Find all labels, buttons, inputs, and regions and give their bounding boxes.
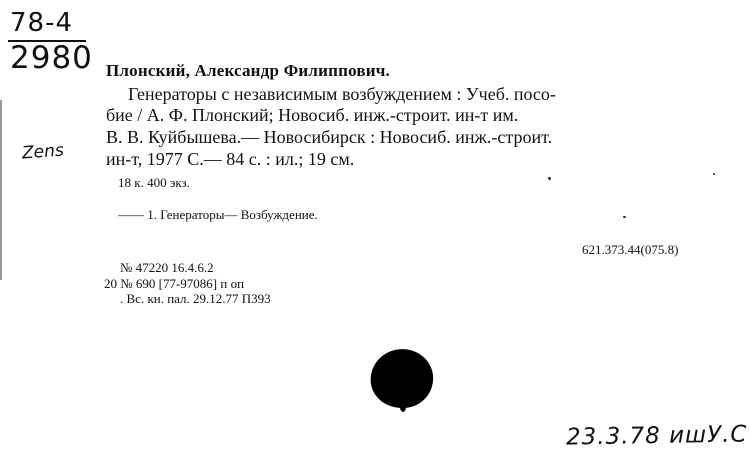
punch-hole-tail — [400, 402, 406, 412]
copies-line: 18 к. 400 экз. — [118, 175, 190, 190]
author-heading: Плонский, Александр Филиппович. — [106, 61, 390, 80]
ink-speck — [548, 177, 551, 180]
title-line-2: бие / А. Ф. Плонский; Новосиб. инж.-строит. ин-т им. — [106, 105, 519, 125]
title-line-1: Генераторы с независимым возбуждением : Учеб. посо- — [128, 84, 556, 104]
subject-heading: —— 1. Генераторы— Возбуждение. — [118, 207, 318, 222]
shelf-mark-bottom: 2980 — [10, 40, 93, 76]
card-edge — [0, 100, 2, 280]
ink-speck — [713, 173, 715, 175]
bottom-handwritten-date: 23.3.78 ишУ.С — [565, 421, 748, 451]
classification-number: 621.373.44(075.8) — [582, 242, 679, 257]
title-line-4: ин-т, 1977 С.— 84 с. : ил.; 19 см. — [106, 149, 355, 169]
shelf-mark-top: 78-4 — [10, 8, 74, 38]
print-info-line-3: . Вс. кн. пал. 29.12.77 П393 — [120, 291, 271, 306]
print-info-line-1: № 47220 16.4.6.2 — [120, 260, 214, 275]
print-info-line-2: 20 № 690 [77-97086] п оп — [104, 276, 245, 291]
margin-handwritten-note: Zens — [21, 140, 65, 164]
ink-speck — [623, 216, 626, 218]
title-line-3: В. В. Куйбышева.— Новосибирск : Новосиб. инж.-строит. — [106, 127, 553, 147]
